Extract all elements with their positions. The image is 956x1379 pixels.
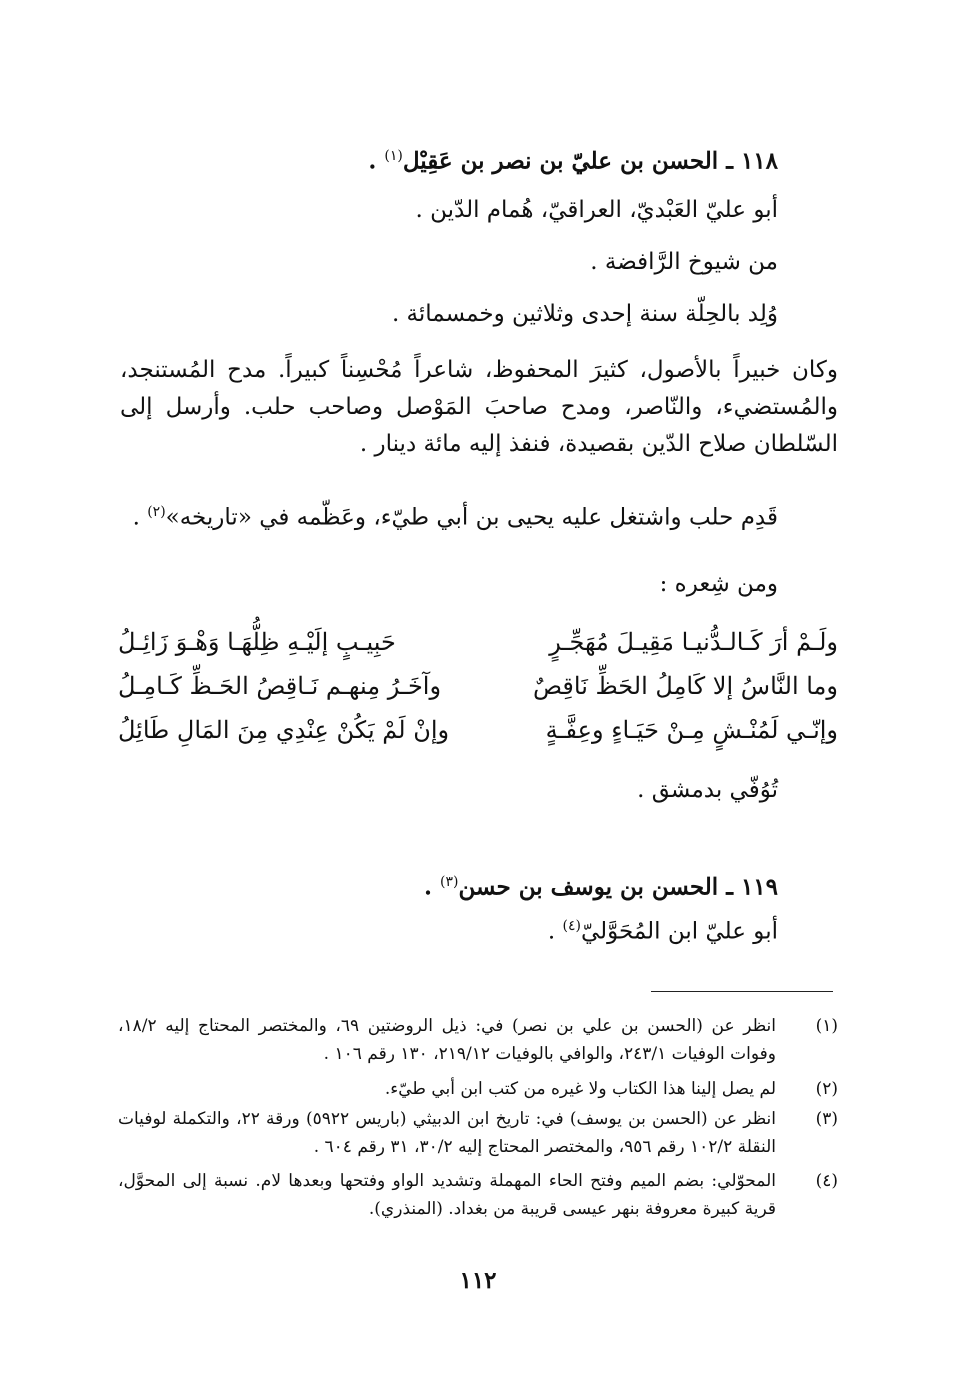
footnote-number: (١) [815,1016,838,1036]
footnote-separator [651,991,833,992]
footnote-ref-2[interactable]: (٢) [147,504,166,520]
footnote-text: لم يصل إلينا هذا الكتاب ولا غيره من كتب ابن أبي طيّء. [384,1079,776,1099]
footnote-ref-1[interactable]: (١) [384,148,403,164]
footnote-text: انظر عن (الحسن بن علي بن نصر) في: ذيل الروضتين ٦٩، والمختصر المحتاج إليه ١٨/٢، وفوات الوفيات ٢٤٣/١، والوافي بالوفيات ٢١٩/١٢، ١٣٠ رقم ١٠٦ . [118,1016,777,1064]
verse-line [118,668,838,704]
entry-119-kunya [108,910,778,948]
entry-118-title: ١١٨ ـ الحسن بن عليّ بن نصر بن عَقِيْل [402,147,778,175]
entry-118-birth: وُلِد بالحِلّة سنة إحدى وثلاثين وخمسمائة . [391,301,778,327]
entry-118-arrival-end: . [132,504,148,531]
footnote-number: (٣) [815,1109,838,1129]
entry-119-kunya-end: . [547,918,563,945]
verse-line [118,712,838,748]
verse-first-hemistich: وما النَّاسُ إلا كَامِلُ الحَظِّ نَاقِصٌ [533,672,838,700]
entry-118-heading-end: . [368,147,385,175]
verse-second-hemistich: وإنْ لَمْ يَكُنْ عِنْدِي مِنَ المَالِ طَائِلُ [118,716,450,744]
footnote [118,1012,838,1070]
entry-119-title: ١١٩ ـ الحسن بن يوسف بن حسن [458,873,778,901]
verse-line [118,624,838,660]
entry-118-heading [108,140,778,178]
entry-119-heading [108,866,778,904]
footnote-ref-3[interactable]: (٣) [439,874,459,890]
footnote [118,1167,838,1225]
footnote-number: (٢) [815,1079,838,1099]
footnote [118,1075,838,1103]
entry-118-death: تُوُفّي بدمشق . [637,777,778,803]
entry-118-kunya: أبو عليّ العَبْديّ، العراقيّ، هُمام الدّين . [415,197,778,223]
entry-118-biography: وكان خبيراً بالأصول، كثيرَ المحفوظ، شاعراً مُحْسِناً كبيراً. مدح المُستنجد، والمُستضيء، والنّاصر، ومدح صاحبَ المَوْصل وصاحب حلب. وأرسل إلى السّلطان صلاح الدّين بقصيدة، فنفذ إليه مائة دينار . [120,357,838,457]
poetry-intro: ومن شِعره : [659,571,778,597]
verse-first-hemistich: ولَـمْ أرَ كَـالـدُّنيـا مَقِيـلَ مُهَجِّـرٍ [549,628,838,656]
verse-first-hemistich: وإنّـي لَمُنْـشٍ مِـنْ حَيَـاءٍ وعِفَّـةٍ [545,716,838,744]
footnote-ref-4[interactable]: (٤) [562,918,581,934]
verse-second-hemistich: وآخَـرُ مِنهـم نَـاقِصُ الحَـظِّ كَـامِـلُ [118,672,442,700]
footnote-text: المحوّلي: بضم الميم وفتح الحاء المهملة وتشديد الواو وفتحها وبعدها لام. نسبة إلى المحوَّل، قرية كبيرة معروفة بنهر عيسى قريبة من بغداد. (المنذري). [118,1171,776,1219]
entry-119-kunya-text: أبو عليّ ابن المُحَوَّليّ [580,918,778,945]
entry-118-arrival-text: قَدِم حلب واشتغل عليه يحيى بن أبي طيّء، وعَظّمه في «تاريخه» [165,504,778,531]
entry-119-heading-end: . [423,873,440,901]
verse-second-hemistich: حَبِيـبٍ إلَيْـهِ ظِلُّهَـا وَهْـوَ زَائِـلُ [118,628,396,656]
footnote [118,1105,838,1163]
footnote-text: انظر عن (الحسن بن يوسف) في: تاريخ ابن الدبيثي (باريس ٥٩٢٢) ورقة ٢٢، والتكملة لوفيات النقلة ١٠٢/٢ رقم ٩٥٦، والمختصر المحتاج إليه ٣٠/٢، ٣١ رقم ٦٠٤ . [118,1109,776,1157]
entry-118-sect: من شيوخ الرَّافضة . [590,249,778,275]
entry-118-arrival [108,496,778,534]
page-number: ١١٢ [459,1267,497,1294]
footnote-number: (٤) [815,1171,838,1191]
